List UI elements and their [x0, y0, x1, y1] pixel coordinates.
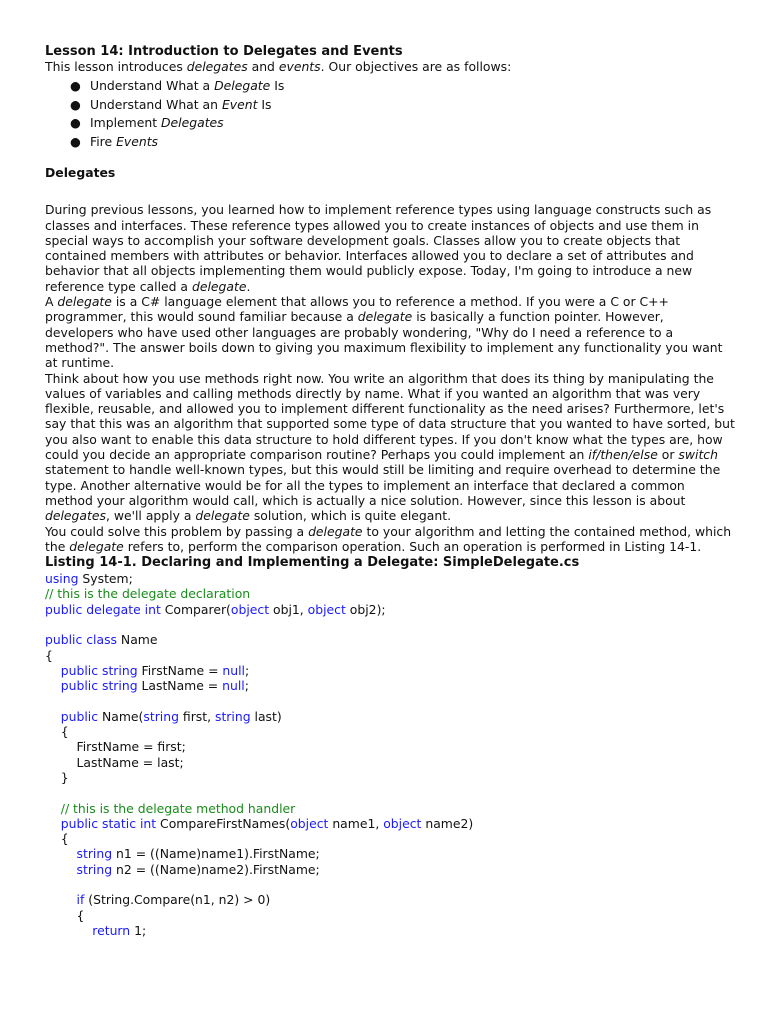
text-run: Fire	[90, 133, 117, 149]
italic-term: delegates	[45, 508, 106, 524]
code-keyword: using	[45, 571, 79, 587]
code-keyword: object	[383, 815, 422, 831]
italic-term: Event	[221, 96, 258, 112]
code-text: obj2);	[345, 601, 386, 617]
code-keyword: public static int	[60, 815, 157, 831]
text-run: solution, which is quite elegant.	[249, 508, 452, 524]
paragraph	[45, 371, 735, 524]
text-run: This lesson introduces	[45, 59, 187, 74]
italic-term: delegate	[191, 278, 247, 294]
italic-term: delegate	[69, 538, 124, 554]
code-text: obj1,	[269, 601, 308, 617]
code-keyword: string	[76, 846, 113, 862]
text-run: You could solve this problem by passing a	[45, 523, 309, 539]
section-heading-delegates: Delegates	[45, 165, 116, 181]
code-keyword: public class	[45, 632, 117, 648]
code-text: }	[45, 769, 69, 785]
code-text: name1,	[328, 815, 384, 831]
code-line	[45, 816, 735, 831]
code-text: CompareFirstNames(	[156, 815, 291, 831]
text-run: is a C# language element that allows you to reference a method. If you were a C or C++ programmer, this would sound familiar because a	[45, 294, 669, 325]
code-keyword: string	[143, 708, 179, 724]
italic-term: switch	[678, 447, 718, 463]
code-text: ;	[244, 678, 249, 694]
objective-item	[70, 77, 735, 96]
italic-term: delegate	[57, 294, 112, 310]
code-comment: // this is the delegate declaration	[45, 586, 251, 602]
code-text: Name(	[98, 708, 144, 724]
code-text	[45, 862, 77, 877]
text-run: is basically a function pointer. However, developers who have used other languages are probably wondering, "Why do I need a reference to a method?". The answer boils down to giving you maximum flexibility to implement any functionality you want at runtime.	[45, 309, 723, 371]
code-text: {	[45, 831, 69, 847]
text-run: Is	[270, 78, 285, 94]
code-text: n2 = ((Name)name2).FirstName;	[112, 861, 320, 877]
code-text: LastName = last;	[45, 754, 184, 770]
code-text: first,	[178, 708, 215, 724]
lesson-title: Lesson 14: Introduction to Delegates and Events	[45, 44, 403, 59]
code-line	[45, 908, 735, 923]
code-text	[45, 678, 61, 693]
code-text: {	[45, 724, 69, 740]
code-line	[45, 694, 735, 709]
italic-term: Events	[116, 133, 159, 149]
text-run: Think about how you use methods right now. You write an algorithm that does its thing by manipulating the values of variables and calling methods directly by name. What if you wanted an algorithm that was very flexible, reusable, and allowed you to implement different functionality as the need arises? Furthermore, let's say that this was an algorithm that supported some type of data structure that you wanted to have sorted, but you also want to enable this data structure to hold different types. If you don't know what the types are, how could you decide an appropriate comparison routine? Perhaps you could implement an	[45, 370, 735, 463]
code-keyword: object	[290, 815, 329, 831]
code-comment: // this is the delegate method handler	[60, 800, 296, 816]
italic-term: if/then/else	[588, 447, 658, 463]
code-text: n1 = ((Name)name1).FirstName;	[112, 846, 320, 862]
code-keyword: if	[76, 892, 85, 908]
code-line	[45, 755, 735, 770]
objectives-list	[45, 77, 735, 151]
code-text	[45, 709, 61, 724]
code-line	[45, 877, 735, 892]
code-line	[45, 831, 735, 846]
code-text: ;	[244, 662, 250, 678]
text-run: During previous lessons, you learned how to implement reference types using language constructs such as classes and interfaces. These reference types allowed you to create instances of objects and use them in special ways to accomplish your software development goals. Classes allow you to create objects that contained members with attributes or behavior. Interfaces allowed you to declare a set of attributes and behavior that all objects implementing them would publicly expose. Today, I'm going to introduce a new reference type called a	[45, 202, 712, 294]
code-text: 1;	[130, 922, 147, 938]
bullet-icon: ●	[70, 78, 81, 94]
body-paragraphs	[45, 202, 735, 554]
code-keyword: null	[222, 678, 245, 694]
code-text	[45, 663, 61, 678]
italic-term: delegate	[308, 523, 363, 539]
bullet-icon: ●	[70, 96, 81, 112]
objective-text	[90, 134, 158, 149]
code-text: FirstName =	[137, 662, 223, 678]
text-run: A	[45, 294, 58, 310]
code-text: FirstName = first;	[45, 739, 186, 755]
paragraph	[45, 294, 735, 370]
code-keyword: public	[60, 708, 99, 724]
objective-text	[90, 97, 272, 112]
text-run: .	[246, 278, 251, 294]
code-keyword: null	[222, 662, 245, 678]
code-line	[45, 739, 735, 754]
code-text: {	[45, 647, 53, 663]
code-line	[45, 678, 735, 693]
code-text: LastName =	[137, 678, 223, 694]
code-line	[45, 770, 735, 785]
code-listing	[45, 571, 735, 938]
code-text: {	[45, 907, 85, 923]
text-run: Understand What a	[90, 78, 215, 94]
text-run: , we'll apply a	[105, 508, 196, 524]
code-text	[45, 816, 61, 831]
code-line	[45, 785, 735, 800]
code-line	[45, 586, 735, 601]
objective-item	[70, 96, 735, 115]
code-text: name2)	[421, 815, 474, 831]
code-text: last)	[250, 708, 282, 724]
code-line	[45, 571, 735, 586]
code-keyword: public string	[60, 662, 138, 678]
code-line	[45, 632, 735, 647]
text-run: refers to, perform the comparison operation. Such an operation is performed in Listing 14-1.	[123, 538, 702, 554]
code-line	[45, 892, 735, 907]
code-text: System;	[78, 571, 133, 587]
code-line	[45, 648, 735, 663]
code-keyword: object	[230, 601, 270, 617]
code-line	[45, 709, 735, 724]
text-run: or	[657, 447, 679, 463]
text-run: and	[247, 59, 279, 74]
code-line	[45, 602, 735, 617]
text-run: statement to handle well-known types, but this would still be limiting and require overhead to determine the type. Another alternative would be for all the types to implement an interface that declared a common method your algorithm would call, which is actually a nice solution. However, since this lesson is about	[45, 462, 721, 508]
code-text: Comparer(	[160, 601, 231, 617]
objective-item	[70, 114, 735, 133]
document-page	[45, 44, 735, 938]
text-run: to your algorithm and letting the contained method, which the	[45, 523, 732, 554]
code-line	[45, 724, 735, 739]
code-text	[45, 846, 77, 861]
code-keyword: return	[92, 922, 131, 938]
code-line	[45, 801, 735, 816]
objective-item	[70, 133, 735, 152]
code-text	[45, 923, 92, 938]
paragraph	[45, 202, 735, 294]
code-line	[45, 617, 735, 632]
code-keyword: string	[76, 861, 113, 877]
code-line	[45, 862, 735, 877]
code-text: Name	[116, 632, 158, 648]
text-run: . Our objectives are as follows:	[320, 59, 512, 74]
italic-term: events	[278, 59, 321, 74]
code-text	[45, 892, 77, 907]
italic-term: delegates	[186, 59, 248, 74]
lesson-intro	[45, 59, 735, 74]
italic-term: delegate	[357, 309, 413, 325]
code-keyword: object	[307, 601, 346, 617]
code-text	[45, 801, 61, 816]
objective-text	[90, 78, 284, 93]
bullet-icon: ●	[70, 133, 81, 149]
text-run: Understand What an	[90, 96, 222, 112]
code-line	[45, 923, 735, 938]
bullet-icon: ●	[70, 115, 81, 131]
code-line	[45, 663, 735, 678]
code-keyword: public delegate int	[45, 601, 161, 617]
italic-term: Delegate	[214, 78, 271, 94]
code-keyword: string	[214, 708, 251, 724]
code-line	[45, 846, 735, 861]
listing-title: Listing 14-1. Declaring and Implementing a Delegate: SimpleDelegate.cs	[45, 555, 580, 571]
objective-text	[90, 115, 224, 130]
italic-term: Delegates	[161, 115, 224, 131]
text-run: Is	[257, 96, 272, 112]
italic-term: delegate	[195, 508, 250, 524]
code-text: (String.Compare(n1, n2) > 0)	[84, 892, 271, 908]
paragraph	[45, 524, 735, 555]
code-keyword: public string	[60, 678, 138, 694]
text-run: Implement	[90, 115, 161, 131]
